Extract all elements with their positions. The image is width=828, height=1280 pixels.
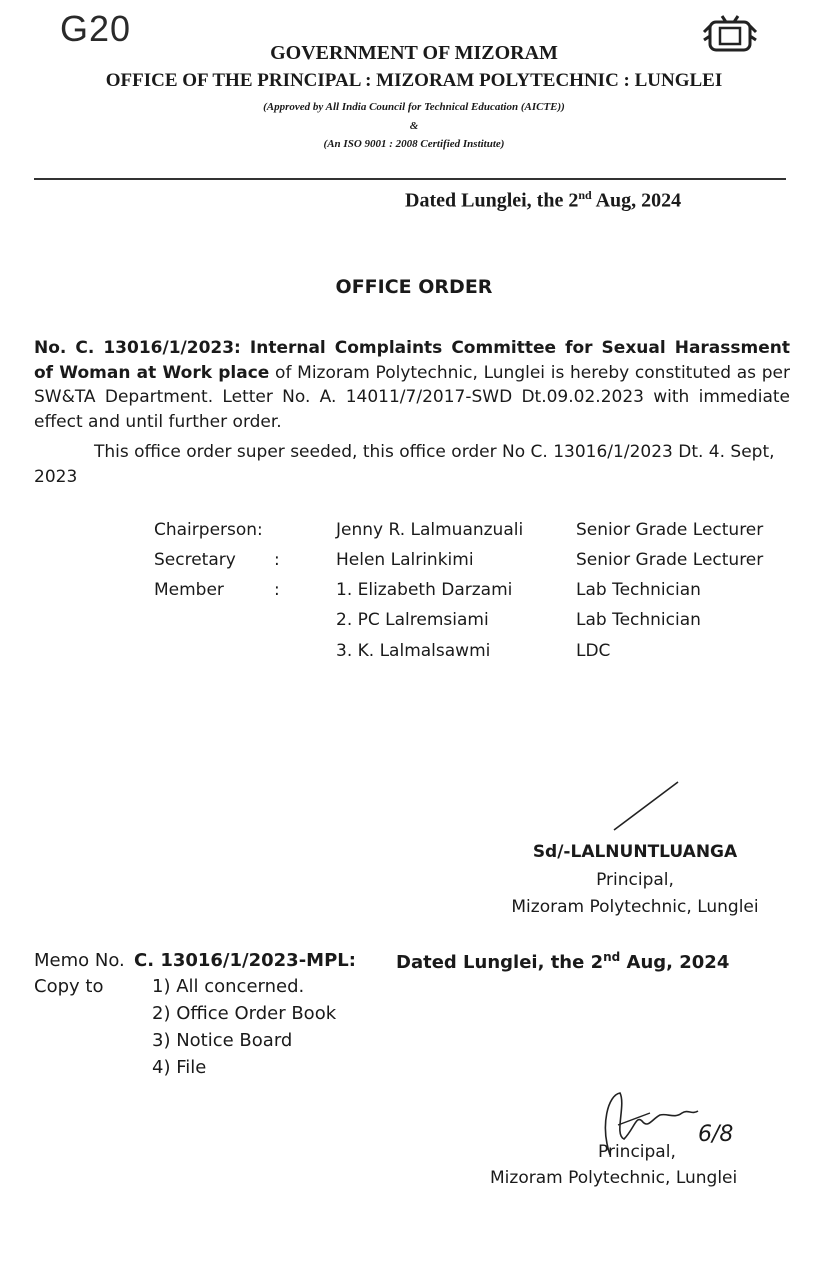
committee-member-designation: Lab Technician <box>576 580 701 600</box>
letterhead-office: OFFICE OF THE PRINCIPAL : MIZORAM POLYTECHNIC : LUNGLEI <box>105 70 723 91</box>
copy-recipient: 2) Office Order Book <box>152 1003 337 1024</box>
signature-date-note: 6/8 <box>698 1122 734 1147</box>
letterhead-approval: (Approved by All India Council for Technical Education (AICTE)) <box>263 101 565 113</box>
memo-number: C. 13016/1/2023-MPL: <box>134 950 356 971</box>
order-details: of Mizoram Polytechnic, Lunglei is hereby constituted as per SW&TA Department. Letter No. A. 14011/7/2017-SWD Dt.09.02.2023 with immediate effect and until further order. <box>34 362 790 432</box>
committee-member-designation: LDC <box>576 641 611 661</box>
signatory-institute: Mizoram Polytechnic, Lunglei <box>511 897 759 917</box>
committee-role: Member <box>154 580 224 600</box>
committee-member-name: Jenny R. Lalmuanzuali <box>336 520 524 540</box>
committee-member-designation: Senior Grade Lecturer <box>576 550 764 570</box>
memo-date: Dated Lunglei, the 2nd Aug, 2024 <box>396 950 730 973</box>
signatory2-institute: Mizoram Polytechnic, Lunglei <box>490 1168 738 1188</box>
copy-recipient: 1) All concerned. <box>152 976 305 997</box>
order-paragraph <box>34 336 790 434</box>
committee-member-name: 2. PC Lalremsiami <box>336 610 489 630</box>
document-title: OFFICE ORDER <box>335 276 493 298</box>
memo-label: Memo No. <box>34 950 125 971</box>
header-divider <box>34 178 786 180</box>
signatory-title: Principal, <box>596 870 674 890</box>
committee-colon: : <box>274 550 280 570</box>
supersede-paragraph: This office order super seeded, this office order No C. 13016/1/2023 Dt. 4. Sept, 2023 <box>34 442 775 487</box>
letterhead-ampersand: & <box>409 120 419 132</box>
letterhead-iso: (An ISO 9001 : 2008 Certified Institute) <box>323 138 505 150</box>
committee-member-designation: Lab Technician <box>576 610 701 630</box>
committee-member-name: 3. K. Lalmalsawmi <box>336 641 491 661</box>
letterhead-government: GOVERNMENT OF MIZORAM <box>270 42 558 64</box>
order-date: Dated Lunglei, the 2nd Aug, 2024 <box>405 188 682 212</box>
copy-to-label: Copy to <box>34 976 104 997</box>
signature-stroke <box>612 778 682 833</box>
g20-text: G20 <box>60 8 132 49</box>
copy-recipient: 3) Notice Board <box>152 1030 293 1051</box>
signatory2-title: Principal, <box>598 1142 676 1162</box>
committee-role: Chairperson: <box>154 520 263 540</box>
order-subject: No. C. 13016/1/2023: Internal Complaints Committee for Sexual Harassment of Woman at Work place <box>34 338 790 383</box>
committee-colon: : <box>274 580 280 600</box>
committee-member-name: 1. Elizabeth Darzami <box>336 580 513 600</box>
committee-member-name: Helen Lalrinkimi <box>336 550 474 570</box>
committee-member-designation: Senior Grade Lecturer <box>576 520 764 540</box>
signatory-name: Sd/-LALNUNTLUANGA <box>532 842 738 862</box>
copy-recipient: 4) File <box>152 1057 207 1078</box>
committee-role: Secretary <box>154 550 236 570</box>
